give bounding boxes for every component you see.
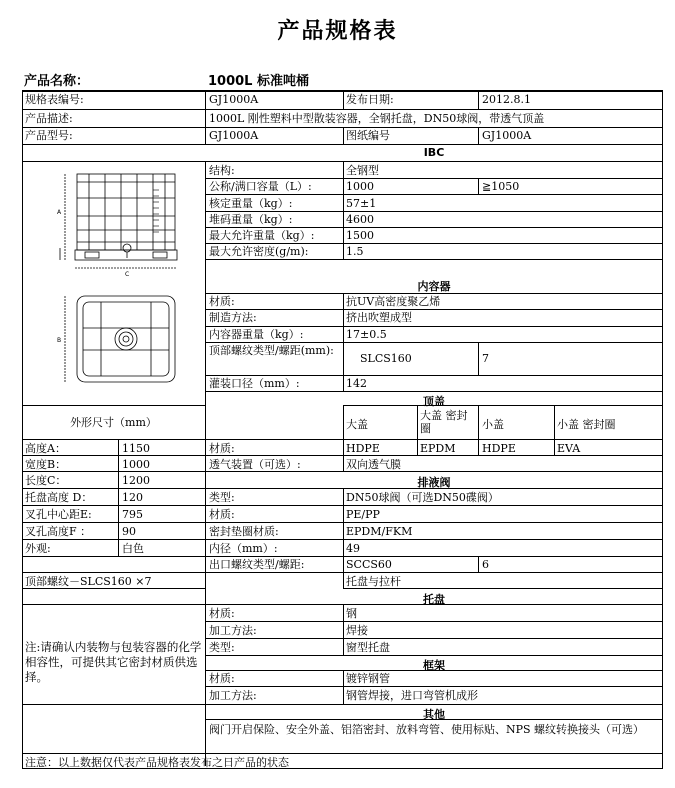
spec-no-value: GJ1000A [209, 93, 259, 106]
valve-row-value: PE/PP [346, 508, 380, 521]
valve-row-label: 类型: [209, 491, 235, 504]
lid-col: 小盖 密封圈 [557, 418, 616, 431]
inner-thread-label: 顶部螺纹类型/螺距(mm): [209, 344, 334, 357]
valve-row-value: DN50球阀（可选DN50碟阀） [346, 491, 499, 504]
vent-value: 双向透气膜 [346, 458, 401, 471]
product-name-label: 产品名称： [24, 74, 90, 89]
dim-c-label: C [125, 271, 130, 278]
pallet-row-value: 钢 [346, 607, 357, 620]
lid-material: HDPE [346, 442, 380, 455]
lid-material: EPDM [420, 442, 456, 455]
inner-header: 内容器 [417, 280, 451, 293]
inner-weight-label: 内容器重量（kg）: [209, 328, 304, 341]
ibc-header: IBC [423, 146, 445, 159]
vent-label: 透气装置（可选）: [209, 458, 301, 471]
dim-label: 叉孔中心距E: [25, 508, 92, 521]
valve-row-label: 密封垫圈材质: [209, 525, 279, 538]
inner-method-label: 制造方法: [209, 311, 257, 324]
ibc-row-label: 最大允许密度(g/m): [209, 245, 309, 258]
publish-date-label: 发布日期: [346, 93, 394, 106]
footer-note: 注意：以上数据仅代表产品规格表发布之日产品的状态 [25, 756, 289, 769]
ibc-row-value: 1.5 [346, 245, 364, 258]
frame-row-value: 钢管焊接，进口弯管机成形 [346, 689, 478, 702]
model-value: GJ1000A [209, 129, 259, 142]
page-title: 产品规格表 [277, 19, 398, 44]
dims-label: 外形尺寸（mm） [70, 416, 157, 429]
valve-row-label: 材质: [209, 508, 235, 521]
frame-row-label: 材质: [209, 672, 235, 685]
frame-row-label: 加工方法: [209, 689, 257, 702]
lid-col: 大盖 [346, 418, 368, 431]
dim-value: 120 [122, 491, 143, 504]
valve-header: 排液阀 [417, 476, 451, 489]
ibc-row-label: 公称/满口容量（L）: [209, 180, 312, 193]
description-value: 1000L 刚性塑料中型散装容器，全钢托盘，DN50球阀，带透气顶盖 [209, 112, 545, 125]
pallet-header: 托盘 [423, 593, 445, 606]
inner-thread-value: SLCS160 [360, 352, 412, 365]
ibc-row-value: 1500 [346, 229, 374, 242]
lid-col: 大盖 密封圈 [420, 409, 468, 435]
inner-pitch-value: 7 [482, 352, 489, 365]
pallet-row-label: 材质: [209, 607, 235, 620]
dim-value: 1000 [122, 458, 150, 471]
dim-label: 高度A： [25, 442, 66, 455]
model-label: 产品型号: [25, 129, 73, 142]
ibc-technical-drawing [55, 168, 195, 398]
dim-label: 托盘高度 D： [25, 491, 93, 504]
ibc-row-label: 核定重量（kg）: [209, 197, 293, 210]
dim-value: 1200 [122, 474, 150, 487]
ibc-row-label: 最大允许重量（kg）: [209, 229, 315, 242]
inner-method-value: 挤出吹塑成型 [346, 311, 412, 324]
compatibility-note: 注:请确认内装物与包装容器的化学相容性，可提供其它密封材质供选择。 [25, 640, 202, 684]
ibc-row-value: 全钢型 [346, 164, 379, 177]
valve-row-value: EPDM/FKM [346, 525, 413, 538]
ibc-row-label: 堆码重量（kg）: [209, 213, 293, 226]
valve-row-value: SCCS60 [346, 558, 392, 571]
valve-row-label: 内径（mm）: [209, 542, 278, 555]
dim-label: 长度C： [25, 474, 67, 487]
ibc-row-extra: ≧1050 [482, 180, 520, 193]
pallet-row-label: 加工方法: [209, 624, 257, 637]
ibc-row-value: 4600 [346, 213, 374, 226]
dim-value: 795 [122, 508, 143, 521]
dim-label: 外观: [25, 542, 51, 555]
valve-row-label: 出口螺纹类型/螺距: [209, 558, 305, 571]
lid-header: 顶盖 [423, 395, 445, 408]
inner-filling-label: 灌装口径（mm）: [209, 377, 300, 390]
product-name-value: 1000L 标准吨桶 [208, 74, 309, 89]
dim-value: 90 [122, 525, 136, 538]
drawing-no-value: GJ1000A [482, 129, 532, 142]
dim-label: 宽度B： [25, 458, 67, 471]
lid-col: 小盖 [482, 418, 504, 431]
pallet-row-label: 类型: [209, 641, 235, 654]
dim-label: 叉孔高度F ： [25, 525, 92, 538]
ibc-row-value: 1000 [346, 180, 374, 193]
lid-material: EVA [557, 442, 581, 455]
lid-material: HDPE [482, 442, 516, 455]
description-label: 产品描述: [25, 112, 73, 125]
inner-filling-value: 142 [346, 377, 367, 390]
dim-a-label: A [57, 209, 62, 216]
ibc-row-value: 57±1 [346, 197, 377, 210]
dim-b-label: B [57, 337, 62, 344]
spec-no-label: 规格表编号: [25, 93, 84, 106]
other-text: 阀门开启保险、安全外盖、铝箔密封、放料弯管、使用标贴、NPS 螺纹转换接头（可选） [209, 723, 645, 736]
valve-row-value: 49 [346, 542, 360, 555]
pallet-rod-label: 托盘与拉杆 [346, 575, 401, 588]
drawing-no-label: 图纸编号 [346, 129, 390, 142]
top-thread-note: 顶部螺纹－SLCS160 ×7 [25, 575, 152, 588]
pallet-row-value: 焊接 [346, 624, 368, 637]
valve-row-extra: 6 [482, 558, 489, 571]
pallet-row-value: 窗型托盘 [346, 641, 390, 654]
frame-row-value: 镀锌钢管 [346, 672, 390, 685]
inner-weight-value: 17±0.5 [346, 328, 387, 341]
frame-header: 框架 [423, 659, 445, 672]
inner-material-value: 抗UV高密度聚乙烯 [346, 295, 441, 308]
ibc-row-label: 结构: [209, 164, 235, 177]
lid-material-label: 材质: [209, 442, 235, 455]
publish-date-value: 2012.8.1 [482, 93, 531, 106]
other-header: 其他 [423, 708, 445, 721]
inner-material-label: 材质: [209, 295, 235, 308]
dim-value: 1150 [122, 442, 150, 455]
dim-value: 白色 [122, 542, 144, 555]
